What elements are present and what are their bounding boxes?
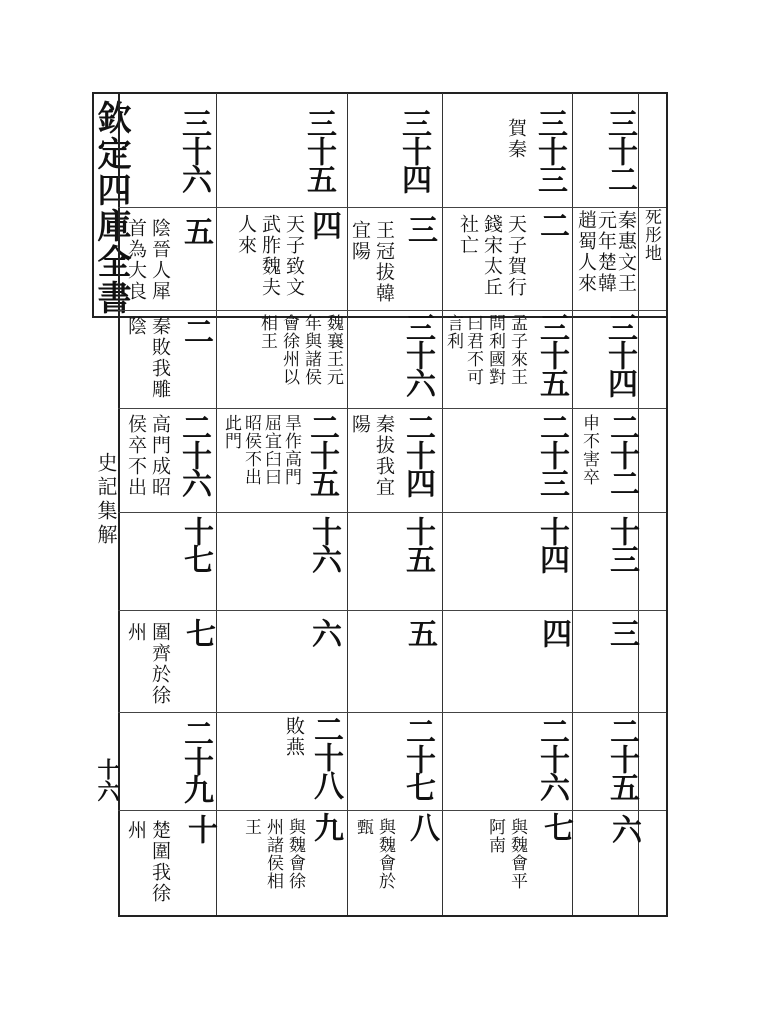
book-name: 史記集解 (94, 452, 118, 548)
row-divider (118, 712, 666, 713)
cell-number: 六 (306, 618, 341, 646)
cell-note: 與魏會於 (375, 818, 395, 890)
cell-number: 十 (182, 814, 217, 842)
cell-note: 宜陽 (349, 220, 371, 262)
cell-number: 三 (604, 618, 639, 646)
cell-note: 旱作高門 (281, 414, 301, 486)
row-divider (118, 207, 666, 208)
cell-number: 十七 (178, 516, 213, 572)
cell-number: 二十七 (400, 716, 435, 800)
row-divider (118, 810, 666, 811)
cell-note: 與魏會平 (507, 818, 527, 890)
cell-note: 與魏會徐 (285, 818, 305, 890)
cell-note: 相王 (257, 314, 277, 350)
cell-note: 甄 (353, 818, 373, 836)
cell-note: 侯卒不出 (125, 414, 147, 498)
cell-number: 十三 (604, 516, 639, 572)
cell-number: 二 (534, 210, 569, 238)
cell-number: 二十五 (304, 412, 339, 496)
cell-number: 十五 (400, 516, 435, 572)
row-divider (118, 512, 666, 513)
cell-number: 五 (402, 618, 437, 646)
cell-note: 秦拔我宜 (373, 414, 395, 498)
cell-note: 陰 (125, 316, 147, 337)
header-note-side: 死彤地 (641, 208, 661, 262)
row-divider (118, 408, 666, 409)
cell-note: 州 (125, 820, 147, 841)
cell-number: 二 (178, 316, 213, 344)
cell-number: 三十六 (400, 312, 435, 396)
cell-number: 二十六 (534, 716, 569, 800)
cell-note: 圍齊於徐 (149, 622, 171, 706)
header-note: 賀秦 (505, 118, 527, 160)
cell-note: 會徐州以 (279, 314, 299, 386)
cell-note: 人來 (235, 214, 257, 256)
cell-note: 屈宜臼曰 (261, 414, 281, 486)
row-divider (118, 310, 666, 311)
cell-number: 五 (178, 216, 213, 244)
cell-note: 首為大良 (125, 218, 147, 302)
column-divider (347, 93, 348, 915)
cell-number: 二十四 (400, 412, 435, 496)
cell-note: 言利 (443, 314, 463, 350)
cell-note: 武胙魏夫 (259, 214, 281, 298)
cell-note: 魏襄王元 (323, 314, 343, 386)
header-year-34: 三十四 (396, 108, 431, 192)
cell-note: 問利國對 (485, 314, 505, 386)
cell-number: 二十二 (604, 412, 639, 496)
cell-note: 王冠拔韓 (373, 220, 395, 304)
cell-note: 秦惠文王 (615, 210, 637, 294)
cell-note: 秦敗我雕 (149, 316, 171, 400)
cell-number: 七 (538, 812, 573, 840)
row-divider (118, 610, 666, 611)
cell-number: 二十三 (534, 412, 569, 496)
cell-note: 社亡 (457, 214, 479, 256)
header-year-32: 三十二 (602, 108, 637, 192)
cell-note: 年與諸侯 (301, 314, 321, 386)
cell-note: 陽 (349, 414, 371, 435)
column-divider (572, 93, 573, 915)
cell-number: 四 (536, 618, 571, 646)
cell-note: 陰晉人犀 (149, 218, 171, 302)
page-number: 十六 (94, 758, 120, 802)
cell-note: 申不害卒 (579, 414, 599, 486)
cell-note: 趙蜀人來 (575, 210, 597, 294)
cell-note: 楚圍我徐 (149, 820, 171, 904)
cell-number: 三十五 (534, 312, 569, 396)
cell-note: 高門成昭 (149, 414, 171, 498)
cell-number: 九 (308, 812, 343, 840)
cell-number: 十四 (534, 516, 569, 572)
cell-note: 州 (125, 622, 147, 643)
cell-number: 二十六 (176, 412, 211, 496)
cell-number: 七 (180, 618, 215, 646)
cell-note: 昭侯不出 (241, 414, 261, 486)
cell-note: 天子賀行 (505, 214, 527, 298)
cell-note: 王 (241, 818, 261, 836)
header-year-36: 三十六 (176, 108, 211, 192)
cell-number: 三十四 (602, 312, 637, 396)
cell-note: 此門 (221, 414, 241, 450)
cell-number: 三 (402, 214, 437, 242)
cell-note: 曰君不可 (463, 314, 483, 386)
cell-note: 錢宋太丘 (481, 214, 503, 298)
cell-number: 四 (306, 210, 341, 238)
cell-note: 孟子來王 (507, 314, 527, 386)
cell-number: 二十八 (308, 714, 343, 798)
cell-number: 二十九 (178, 718, 213, 802)
cell-note: 元年楚韓 (595, 210, 617, 294)
column-divider (216, 93, 217, 915)
cell-note: 州諸侯相 (263, 818, 283, 890)
cell-number: 八 (404, 812, 439, 840)
book-spine-title: 欽定四庫全書 (91, 100, 131, 316)
cell-note: 敗燕 (283, 716, 305, 758)
cell-number: 十六 (306, 516, 341, 572)
cell-number: 二十五 (604, 716, 639, 800)
column-divider (442, 93, 443, 915)
header-year-35: 三十五 (301, 108, 336, 192)
header-year-33: 三十三 (532, 108, 567, 192)
cell-note: 天子致文 (283, 214, 305, 298)
cell-note: 阿南 (485, 818, 505, 854)
cell-number: 六 (606, 814, 641, 842)
